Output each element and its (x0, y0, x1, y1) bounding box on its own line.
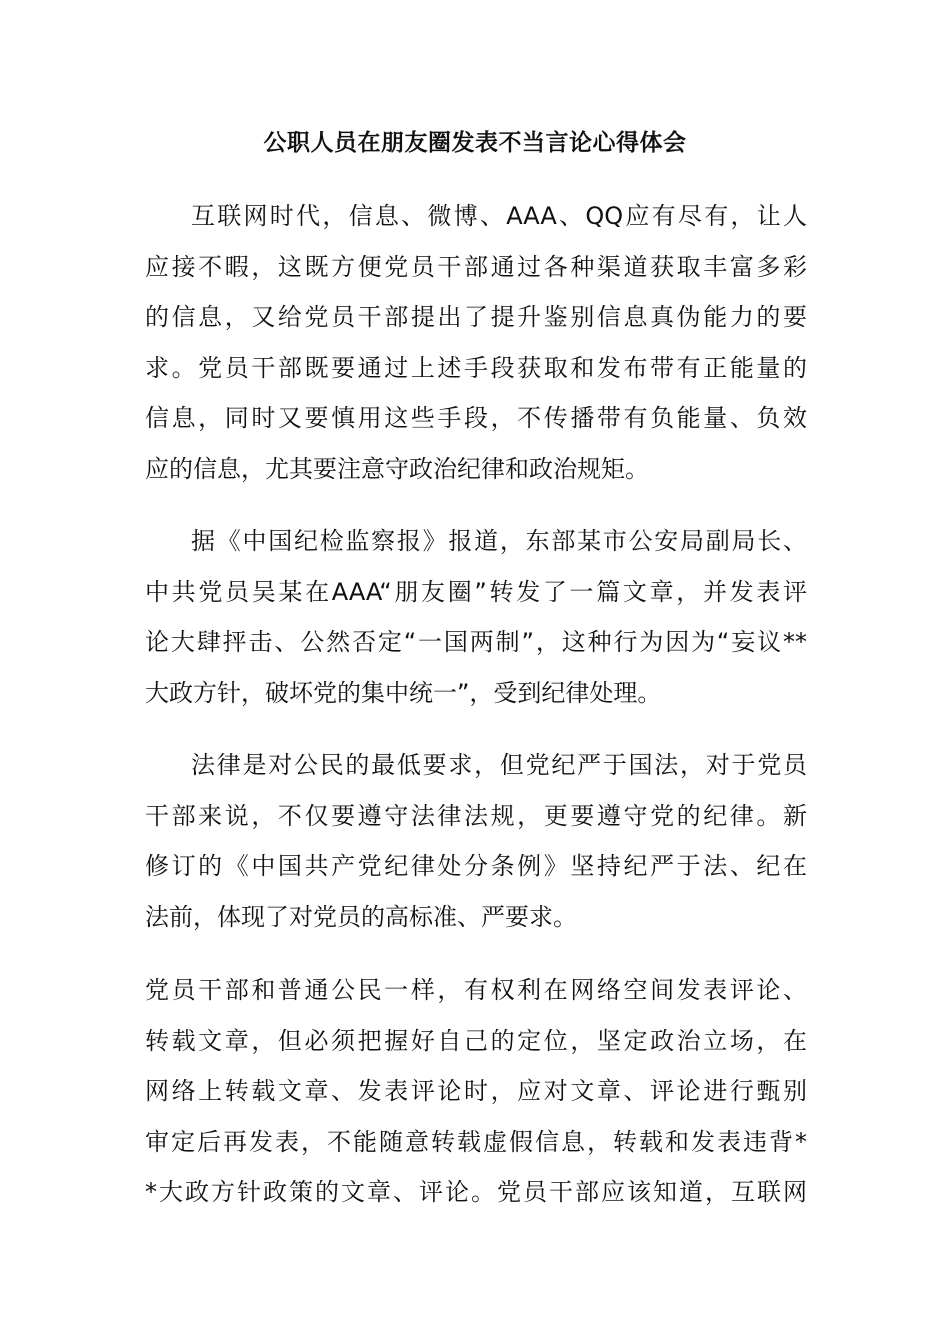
paragraph-line: 信息，同时又要慎用这些手段，不传播带有负能量、负效 (145, 404, 807, 432)
paragraph-line: 据《中国纪检监察报》报道，东部某市公安局副局长、 (191, 527, 807, 555)
paragraph-line: 审定后再发表，不能随意转载虚假信息，转载和发表违背* (145, 1127, 807, 1156)
paragraph-line: 大政方针，破坏党的集中统一”，受到纪律处理。 (145, 678, 662, 707)
paragraph-line: 互联网时代，信息、微博、AAA、QQ应有尽有，让人 (191, 202, 807, 230)
paragraph-line: 法前，体现了对党员的高标准、严要求。 (145, 902, 577, 931)
paragraph-line: *大政方针政策的文章、评论。党员干部应该知道，互联网 (145, 1178, 807, 1206)
paragraph-line: 修订的《中国共产党纪律处分条例》坚持纪严于法、纪在 (145, 852, 807, 880)
paragraph-line: 的信息，又给党员干部提出了提升鉴别信息真伪能力的要 (145, 303, 807, 331)
paragraph-line: 求。党员干部既要通过上述手段获取和发布带有正能量的 (145, 353, 807, 382)
paragraph-line: 应接不暇，这既方便党员干部通过各种渠道获取丰富多彩 (145, 252, 807, 281)
paragraph-line: 法律是对公民的最低要求，但党纪严于国法，对于党员 (191, 751, 807, 779)
paragraph-line: 转载文章，但必须把握好自己的定位，坚定政治立场，在 (145, 1026, 807, 1055)
paragraph-3 (145, 740, 807, 942)
document-title: 公职人员在朋友圈发表不当言论心得体会 (263, 130, 687, 156)
paragraph-1 (145, 191, 807, 494)
paragraph-line: 应的信息，尤其要注意守政治纪律和政治规矩。 (145, 454, 649, 483)
paragraph-4 (145, 965, 807, 1218)
paragraph-2 (145, 516, 807, 718)
paragraph-line: 党员干部和普通公民一样，有权利在网络空间发表评论、 (145, 976, 807, 1004)
paragraph-line: 中共党员吴某在AAA“朋友圈”转发了一篇文章，并发表评 (145, 577, 807, 606)
paragraph-line: 网络上转载文章、发表评论时，应对文章、评论进行甄别 (145, 1077, 807, 1105)
paragraph-line: 论大肆抨击、公然否定“一国两制”，这种行为因为“妄议** (145, 628, 807, 656)
paragraph-line: 干部来说，不仅要遵守法律法规，更要遵守党的纪律。新 (145, 801, 807, 830)
